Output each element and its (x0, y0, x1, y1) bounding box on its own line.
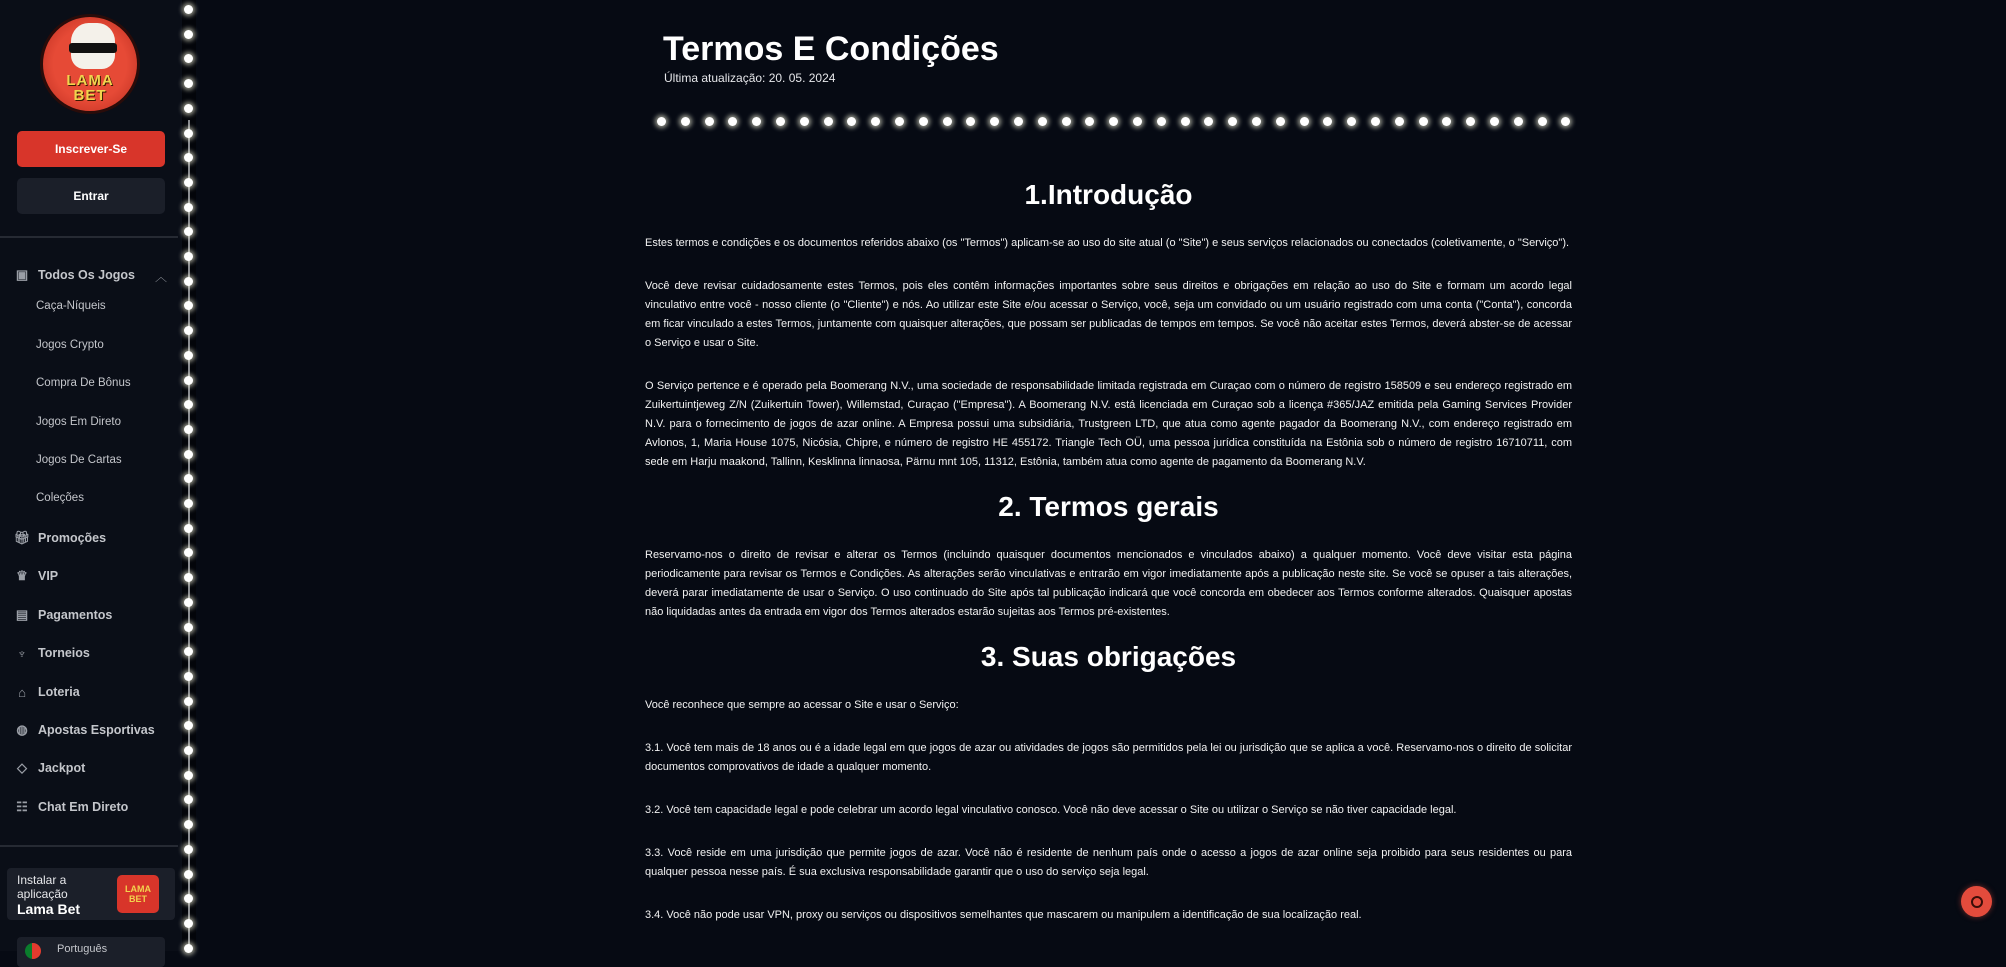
bulb (184, 301, 193, 310)
bulb (1395, 117, 1404, 126)
bulb (1466, 117, 1475, 126)
last-updated: Última atualização: 20. 05. 2024 (664, 71, 836, 85)
divider (0, 236, 178, 238)
bulb (184, 104, 193, 113)
bulb (184, 30, 193, 39)
paragraph: 3.4. Você não pode usar VPN, proxy ou serviços ou dispositivos semelhantes que mascarem ou manipulem a identificação de sua localização real. (645, 909, 1362, 921)
bulb (184, 820, 193, 829)
bulb (1085, 117, 1094, 126)
bulb (184, 400, 193, 409)
gift-icon: 🎁︎ (13, 530, 31, 545)
section-heading: 1.Introdução (1024, 179, 1193, 210)
light-bulb-divider (655, 116, 1565, 128)
section-heading: 3. Suas obrigações (980, 641, 1237, 672)
bulb (184, 326, 193, 335)
bulb (184, 178, 193, 187)
app-icon: LAMA BET (117, 875, 159, 913)
bulb (966, 117, 975, 126)
install-text: Instalar a aplicação (17, 873, 68, 901)
sidebar-subitem-cards[interactable]: Jogos De Cartas (36, 454, 122, 466)
sidebar-subitem-slots[interactable]: Caça-Níqueis (36, 300, 106, 312)
bulb (776, 117, 785, 126)
bulb (1204, 117, 1213, 126)
bulb (1561, 117, 1570, 126)
bulb (847, 117, 856, 126)
bulb (184, 203, 193, 212)
crown-icon: ♛ (16, 568, 28, 583)
bulb (1442, 117, 1451, 126)
bulb (895, 117, 904, 126)
paragraph: Estes termos e condições e os documentos referidos abaixo (os "Termos") aplicam-se ao uso do site atual (o "Site") e seus serviços relacionados ou conectados (coletivamente, o "Serviço"). (645, 237, 1570, 249)
paragraph: 3.2. Você tem capacidade legal e pode celebrar um acordo legal vinculativo conosco. Você não deve acessar o Site ou utilizar o Serviço se não tiver capacidade legal. (645, 804, 1457, 816)
page-title: Termos E Condições (663, 30, 999, 68)
bulb (1323, 117, 1332, 126)
paragraph: Você deve revisar cuidadosamente estes Termos, pois eles contêm informações importantes sobre seus direitos e obrigações em relação ao uso do Site e formam um acordo legal vinculativo entre você - nosso cliente (o "Cliente") e nós. Ao utilizar este Site e/ou acessar o Serviço, você, seja um convidado ou um usuário registrado com uma conta ("Conta"), concorda em ficar vinculado a estes Termos, juntamente com quaisquer alterações, que possam ser publicadas de tempos em tempos. Se você não aceitar estes Termos, deverá abster-se de acessar o Serviço e usar o Site. (645, 280, 1572, 349)
sidebar-subitem-collections[interactable]: Coleções (36, 492, 84, 504)
section-heading: 2. Termos gerais (998, 491, 1219, 522)
bulb (728, 117, 737, 126)
bulb (184, 573, 193, 582)
ticket-icon: ⌂ (18, 684, 26, 700)
bulb (184, 351, 193, 360)
bulb (1490, 117, 1499, 126)
bulb (184, 944, 193, 953)
bulb (184, 795, 193, 804)
bulb (184, 153, 193, 162)
bulb (184, 771, 193, 780)
bulb (184, 672, 193, 681)
sidebar-item-live-chat[interactable] (14, 797, 128, 817)
sidebar-subitem-live[interactable]: Jogos Em Direto (36, 416, 122, 428)
bulb (184, 721, 193, 730)
sidebar-item-label: Chat Em Direto (38, 800, 129, 814)
paragraph: 3.1. Você tem mais de 18 anos ou é a idade legal em que jogos de azar ou atividades de jogos são permitidos pela lei ou jurisdição que se aplica a você. Reservamo-nos o direito de solicitar documentos comprovativos de idade a qualquer momento. (645, 742, 1572, 773)
bulb (1228, 117, 1237, 126)
bulb (871, 117, 880, 126)
terms-content (645, 178, 1572, 949)
sidebar-subitem-crypto[interactable]: Jogos Crypto (36, 339, 104, 351)
bulb (1538, 117, 1547, 126)
bulb (1276, 117, 1285, 126)
bulb (1347, 117, 1356, 126)
bulb (184, 252, 193, 261)
bulb (1300, 117, 1309, 126)
trophy-icon: ♆ (17, 645, 27, 661)
bulb (1014, 117, 1023, 126)
divider (0, 845, 178, 847)
bulb (657, 117, 666, 126)
sidebar-item-all-games[interactable] (14, 265, 135, 285)
language-selector[interactable] (17, 937, 165, 967)
ball-icon: ◍ (16, 722, 28, 737)
bulb (184, 845, 193, 854)
bulb (184, 450, 193, 459)
light-bulb-strip (182, 0, 196, 951)
bulb (184, 54, 193, 63)
paragraph: 3.3. Você reside em uma jurisdição que permite jogos de azar. Você não é residente de nenhum país onde o acesso a jogos de azar online seja proibido para seus residentes ou para qualquer pessoa nesse país. É sua exclusiva responsabilidade garantir que o uso do serviço seja legal. (645, 847, 1572, 878)
bulb (184, 79, 193, 88)
bulb (1181, 117, 1190, 126)
bulb (184, 425, 193, 434)
sidebar-item-payments[interactable] (14, 605, 112, 625)
bulb (184, 227, 193, 236)
bulb (184, 647, 193, 656)
sidebar-item-label: VIP (38, 569, 59, 583)
bulb (184, 376, 193, 385)
bulb (1133, 117, 1142, 126)
chevron-up-icon[interactable]: ︿ (155, 270, 168, 284)
bulb (681, 117, 690, 126)
sidebar-item-label: Apostas Esportivas (38, 723, 155, 737)
live-chat-button[interactable] (1961, 886, 1992, 917)
bulb (184, 870, 193, 879)
sidebar-item-promotions[interactable] (14, 528, 106, 548)
bulb (1038, 117, 1047, 126)
sidebar-item-tournaments[interactable] (14, 643, 90, 663)
sidebar-item-label: Todos Os Jogos (38, 268, 135, 282)
bulb (184, 524, 193, 533)
bulb (800, 117, 809, 126)
bulb (184, 129, 193, 138)
bulb (1062, 117, 1071, 126)
card-icon: ▤ (15, 607, 29, 622)
signup-button[interactable]: Inscrever-Se (17, 131, 165, 167)
paragraph: O Serviço pertence e é operado pela Boomerang N.V., uma sociedade de responsabilidade limitada registrada em Curaçao com o número de registro 158509 e seu endereço registrado em Zuikertuintjeweg Z/N (Zuikertuin Tower), Willemstad, Curaçao ("Empresa"). A Boomerang N.V. está licenciada em Curaçao sob a licença #365/JAZ emitida pela Gaming Services Provider N.V. para o fornecimento de jogos de azar online. A Empresa possui uma subsidiária, Trustgreen LTD, que atua como agente pagador da Boomerang N.V., com endereço registrado em Avlonos, 1, Maria House 1075, Nicósia, Chipre, e número de registro HE 455172. Triangle Tech OÜ, uma pessoa jurídica constituída na Estônia sob o número de registro 16710711, com sede em Harju maakond, Tallinn, Kesklinna linnaosa, Pärnu mnt 105, 11312, Estônia, também atua como agente de pagamento da Boomerang N.V. (645, 380, 1572, 468)
paragraph: Você reconhece que sempre ao acessar o Site e usar o Serviço: (645, 699, 959, 711)
bulb (1109, 117, 1118, 126)
bulb (184, 5, 193, 14)
sidebar-item-jackpot[interactable] (14, 758, 85, 778)
bulb (184, 697, 193, 706)
bulb (1514, 117, 1523, 126)
bulb (184, 894, 193, 903)
bulb (824, 117, 833, 126)
bulb (184, 598, 193, 607)
chat-icon: ☷ (16, 799, 28, 814)
install-app-banner[interactable] (7, 868, 175, 920)
sidebar-item-label: Promoções (38, 531, 107, 545)
bulb (1252, 117, 1261, 126)
sidebar-item-label: Torneios (38, 646, 90, 660)
bulb (184, 277, 193, 286)
bulb (184, 474, 193, 483)
bulb (1371, 117, 1380, 126)
portugal-flag-icon (25, 943, 41, 959)
games-icon: ▣ (15, 267, 29, 282)
bulb (1419, 117, 1428, 126)
language-label: Português (57, 943, 108, 955)
bulb (184, 919, 193, 928)
sidebar-item-label: Pagamentos (38, 608, 113, 622)
sidebar (0, 0, 182, 955)
bulb (1157, 117, 1166, 126)
bulb (184, 548, 193, 557)
bulb (184, 623, 193, 632)
bulb (990, 117, 999, 126)
bulb (184, 746, 193, 755)
login-button[interactable]: Entrar (17, 178, 165, 214)
sidebar-item-lottery[interactable] (14, 682, 80, 702)
lama-bet-logo[interactable]: LAMA BET (40, 14, 140, 114)
sidebar-item-vip[interactable] (14, 566, 58, 586)
chat-bubble-icon (1971, 896, 1983, 908)
sidebar-item-sports[interactable] (14, 720, 155, 740)
sidebar-item-label: Loteria (38, 685, 80, 699)
install-app-name: Lama Bet (17, 901, 81, 917)
bulb (184, 499, 193, 508)
sidebar-item-label: Jackpot (38, 761, 86, 775)
sidebar-subitem-bonus-buy[interactable]: Compra De Bônus (36, 377, 131, 389)
paragraph: Reservamo-nos o direito de revisar e alterar os Termos (incluindo quaisquer documentos mencionados e vinculados abaixo) a qualquer momento. Você deve visitar esta página periodicamente para revisar os Termos e Condições. As alterações serão vinculativas e entrarão em vigor imediatamente após a publicação neste site. Se você se opuser a tais alterações, deverá parar imediatamente de usar o Serviço. O uso continuado do Site após tal publicação indicará que você concorda em obedecer aos Termos conforme alterados. Quaisquer apostas não liquidadas antes da entrada em vigor dos Termos alterados estarão sujeitas aos Termos pré-existentes. (645, 549, 1572, 618)
bulb (919, 117, 928, 126)
bulb (752, 117, 761, 126)
diamond-icon: ◇ (17, 760, 27, 775)
bulb (943, 117, 952, 126)
bulb (705, 117, 714, 126)
